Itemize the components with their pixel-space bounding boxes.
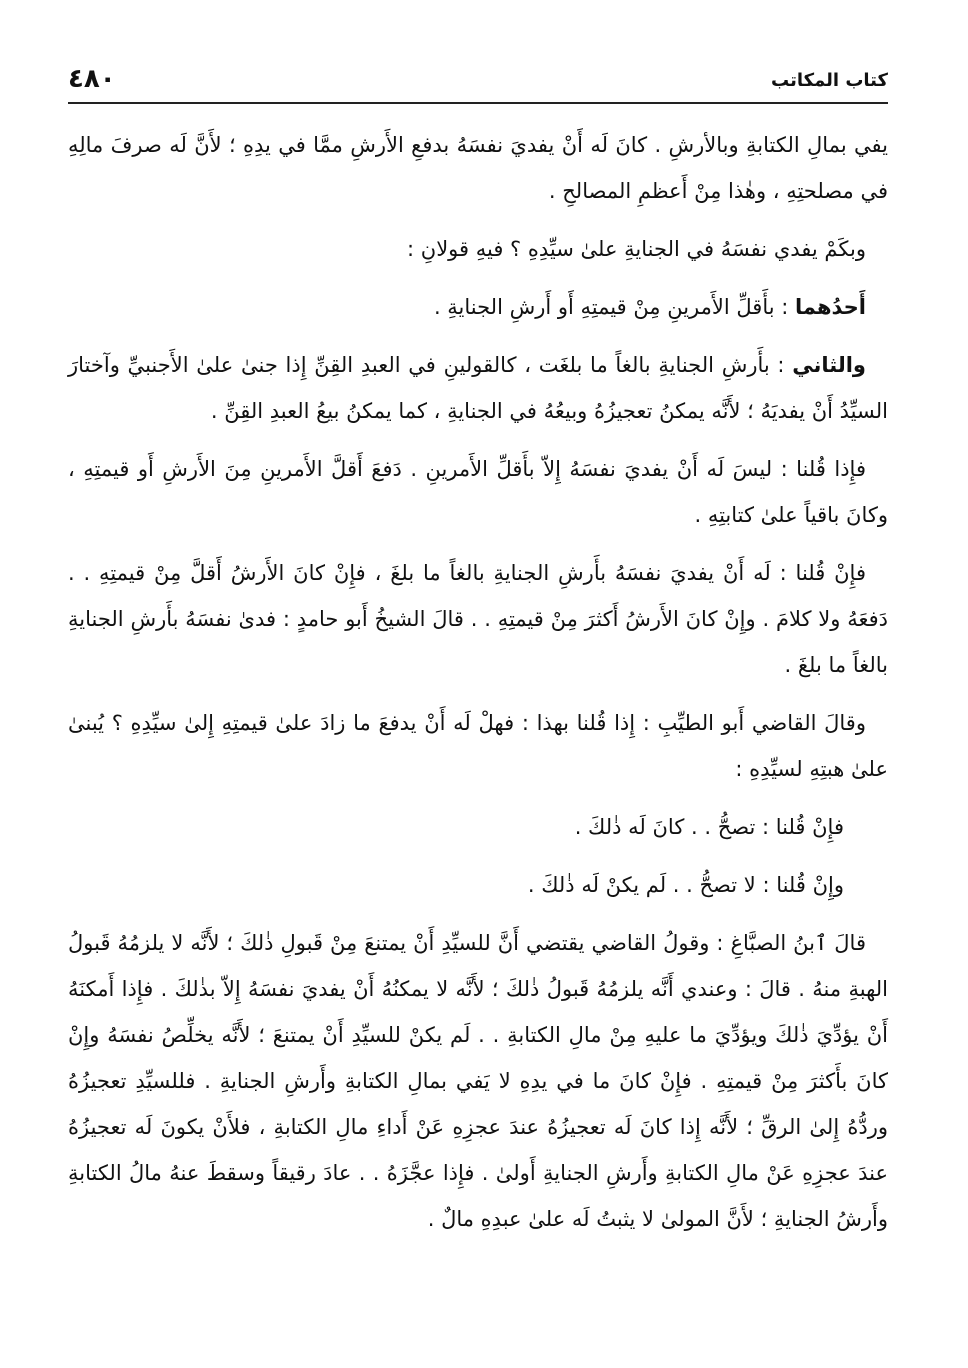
paragraph-text: وإِنْ قُلنا : لا تصحُّ . . لَم يكنْ لَه ذٰلكَ . <box>527 873 844 897</box>
paragraph-text: : بأَقلِّ الأَمرينِ مِنْ قيمتِهِ أَو أَرشِ الجنايةِ . <box>433 295 789 319</box>
paragraph-text: فإِنْ قُلنا : لَه أَنْ يفديَ نفسَهُ بأَرشِ الجنايةِ بالغاً ما بلغَ ، فإِنْ كانَ الأَرشُ أَقلَّ مِنْ قيمتِهِ . . دَفعَهُ ولا كلامَ . وإِنْ كانَ الأَرشُ أَكثرَ مِنْ قيمتِهِ . . قالَ الشيخُ أَبو حامدٍ : فدىٰ نفسَهُ بأَرشِ الجنايةِ بالغاً ما بلغَ . <box>68 561 888 677</box>
paragraph-lead: والثاني <box>792 353 866 377</box>
paragraph-text: قالَ ٱبنُ الصبَّاغِ : وقولُ القاضي يقتضي أَنَّ للسيِّدِ أَنْ يمتنعَ مِنْ قَبولِ ذٰلكَ ؛ لأَنَّه لا يلزمُهُ قَبولُ الهبةِ منهُ . قالَ : وعندي أَنَّه يلزمُهُ قَبولُ ذٰلكَ ؛ لأَنَّه لا يمكنُهُ أَنْ يفديَ نفسَهُ إِلاّ بذٰلكَ . فإِذا أَمكنَهُ أَنْ يؤدِّيَ ذٰلكَ ويؤدِّيَ ما عليهِ مِنْ مالِ الكتابةِ . . لَم يكنْ للسيِّدِ أَنْ يمتنعَ ؛ لأَنَّه يخلِّصُ نفسَهُ وإِنْ كانَ بأَكثرَ مِنْ قيمتِهِ . فإِنْ كانَ ما في يدِهِ لا يَفي بمالِ الكتابةِ وأَرشِ الجنايةِ . فللسيِّدِ تعجيزُهُ وردُّهُ إِلىٰ الرقِّ ؛ لأَنَّه إِذا كانَ لَه تعجيزُهُ عندَ عجزِهِ عَنْ أَداءِ مالِ الكتابةِ ، فلأَنْ يكونَ لَه تعجيزُهُ عندَ عجزِهِ عَنْ مالِ الكتابةِ وأَرشِ الجنايةِ أَولىٰ . فإِذا عجَّزَهُ . . عادَ رقيقاً وسقطَ عنهُ مالُ الكتابةِ وأَرشُ الجنايةِ ؛ لأَنَّ المولىٰ لا يثبتُ لَه علىٰ عبدِهِ مالٌ . <box>68 931 888 1231</box>
paragraph <box>68 446 888 538</box>
paragraph-text: وبكَمْ يفدي نفسَهُ في الجنايةِ علىٰ سيِّدِهِ ؟ فيهِ قولانِ : <box>407 237 866 261</box>
paragraph-text: فإِذا قُلنا : ليسَ لَه أَنْ يفديَ نفسَهُ إِلاّ بأَقلِّ الأَمرينِ . دَفعَ أَقلَّ الأَمرينِ مِنَ الأَرشِ أَو قيمتِهِ ، وكانَ باقياً علىٰ كتابتِهِ . <box>68 457 888 527</box>
paragraph <box>68 920 888 1242</box>
paragraph <box>68 550 888 688</box>
paragraph <box>68 804 888 850</box>
paragraph <box>68 700 888 792</box>
paragraph <box>68 122 888 214</box>
page-header <box>68 62 888 104</box>
paragraph-lead: أَحدُهما <box>795 295 866 319</box>
page-body <box>68 122 888 1242</box>
paragraph <box>68 284 888 330</box>
paragraph-text: يفي بمالِ الكتابةِ وبالأرشِ . كانَ لَه أَنْ يفديَ نفسَهُ بدفعِ الأَرشِ ممَّا في يدِهِ ؛ لأَنَّ لَه صرفَ مالِهِ في مصلحتِهِ ، وهٰذا مِنْ أَعظمِ المصالحِ . <box>68 133 888 203</box>
paragraph-text: وقالَ القاضي أَبو الطيِّبِ : إِذا قُلنا بهذا : فهلْ لَه أَنْ يدفعَ ما زادَ علىٰ قيمتِهِ إِلىٰ سيِّدِهِ ؟ يُبنىٰ علىٰ هبتِهِ لسيِّدِهِ : <box>68 711 888 781</box>
paragraph <box>68 226 888 272</box>
book-title: كتاب المكاتب <box>771 70 888 91</box>
paragraph-text: فإِنْ قُلنا : تصحُّ . . كانَ لَه ذٰلكَ . <box>574 815 844 839</box>
paragraph-text: : بأَرشِ الجنايةِ بالغاً ما بلغَت ، كالقولينِ في العبدِ القِنِّ إِذا جنىٰ علىٰ الأَجنبيِّ وآختارَ السيِّدُ أَنْ يفديَهُ ؛ لأَنَّه يمكنُ تعجيزُهُ وبيعُهُ في الجنايةِ ، كما يمكنُ بيعُ العبدِ القِنِّ . <box>68 353 888 423</box>
paragraph <box>68 862 888 908</box>
page-number: ٤٨٠ <box>68 64 116 94</box>
paragraph <box>68 342 888 434</box>
book-page <box>68 62 888 1322</box>
